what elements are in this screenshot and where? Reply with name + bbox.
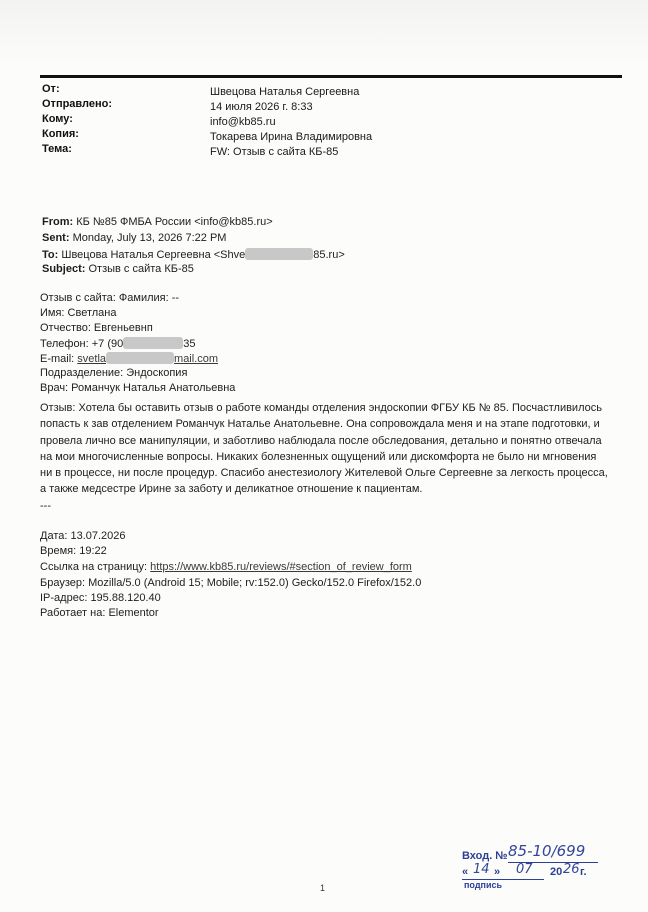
year-suffix: 26 xyxy=(563,862,580,877)
subject-label: Тема: xyxy=(42,143,72,155)
fwd-to-line xyxy=(42,248,345,262)
stamp-day: 14 xyxy=(473,862,490,877)
entry-number: 85-10/699 xyxy=(508,842,586,860)
review-text: Отзыв: Хотела бы оставить отзыв о работе команды отделения эндоскопии ФГБУ КБ № 85. Посчастливилось попасть к зав отделением Романчук Наталье Анатольевне. Она сопровождала меня и на этапе подготовки, и провела лично все манипуляции, и заботливо наблюдала после обследования, детально и понятно отвечала на мои многочисленные вопросы. Никаких болезненных ощущений или дискомфорта не было ни мгновения ни в процессе, ни после процедур. Спасибо анестезиологу Жителевой Ольге Сергеевне за легкость процесса, а также медсестре Ирине за заботу и деликатное отношение к пациентам. xyxy=(40,402,608,496)
patronymic-line: Отчество: Евгеньевнп xyxy=(40,322,153,334)
cc-label: Копия: xyxy=(42,128,79,140)
stamp-month: 07 xyxy=(516,862,533,877)
surname-line: Отзыв с сайта: Фамилия: -- xyxy=(40,292,180,304)
doctor-line: Врач: Романчук Наталья Анатольевна xyxy=(40,382,236,394)
ip-line: IP-адрес: 195.88.120.40 xyxy=(40,592,161,604)
fwd-from-label: From: xyxy=(42,216,74,228)
time-line: Время: 19:22 xyxy=(40,545,107,557)
subject-value: FW: Отзыв с сайта КБ-85 xyxy=(210,146,339,158)
email-label: E-mail: xyxy=(40,353,78,365)
sent-value: 14 июля 2026 г. 8:33 xyxy=(210,101,313,113)
page-link-label: Ссылка на страницу: xyxy=(40,561,151,573)
name-line: Имя: Светлана xyxy=(40,307,117,319)
fwd-sent-label: Sent: xyxy=(42,232,70,244)
fwd-to-value-start: Швецова Наталья Сергеевна <Shve xyxy=(61,249,246,261)
phone-end: 35 xyxy=(183,338,196,350)
from-value: Швецова Наталья Сергеевна xyxy=(210,86,360,98)
from-label: От: xyxy=(42,83,60,95)
fwd-subject-value: Отзыв с сайта КБ-85 xyxy=(88,263,194,275)
scan-shadow xyxy=(0,0,648,70)
powered-line: Работает на: Elementor xyxy=(40,607,159,619)
browser-line: Браузер: Mozilla/5.0 (Android 15; Mobile; rv:152.0) Gecko/152.0 Firefox/152.0 xyxy=(40,577,422,589)
email-end[interactable]: mail.com xyxy=(174,353,219,365)
signature-label: подпись xyxy=(464,880,503,890)
year-prefix: 20 xyxy=(550,866,563,878)
sent-label: Отправлено: xyxy=(42,98,113,110)
page-link-url[interactable]: https://www.kb85.ru/reviews/#section_of_review_form xyxy=(150,561,412,573)
fwd-to-label: To: xyxy=(42,249,59,261)
fwd-sent-line xyxy=(42,232,226,245)
cc-value: Токарева Ирина Владимировна xyxy=(210,131,373,143)
page-link-line xyxy=(40,561,412,574)
year-suffix-label: г. xyxy=(580,866,587,878)
to-value: info@kb85.ru xyxy=(210,116,276,128)
registration-stamp xyxy=(462,842,612,892)
quote-close: » xyxy=(494,866,501,878)
fwd-subject-line xyxy=(42,263,194,276)
redaction-block xyxy=(245,248,313,260)
email-start[interactable]: svetla xyxy=(77,353,107,365)
to-label: Кому: xyxy=(42,113,73,125)
phone-start: Телефон: +7 (90 xyxy=(40,338,124,350)
fwd-from-line xyxy=(42,216,273,229)
quote-open: « xyxy=(462,866,469,878)
entry-label: Вход. № xyxy=(462,850,508,862)
fwd-from-value: КБ №85 ФМБА России <info@kb85.ru> xyxy=(76,216,273,228)
fwd-to-value-end: 85.ru> xyxy=(313,249,345,261)
fwd-sent-value: Monday, July 13, 2026 7:22 PM xyxy=(72,232,227,244)
redaction-block xyxy=(106,352,174,364)
redaction-block xyxy=(123,337,183,349)
fwd-subject-label: Subject: xyxy=(42,263,86,275)
phone-line xyxy=(40,337,196,351)
page-number: 1 xyxy=(320,883,326,893)
date-line: Дата: 13.07.2026 xyxy=(40,530,126,542)
header-divider xyxy=(40,75,622,78)
department-line: Подразделение: Эндоскопия xyxy=(40,367,188,379)
separator: --- xyxy=(40,500,51,512)
email-line xyxy=(40,352,218,366)
